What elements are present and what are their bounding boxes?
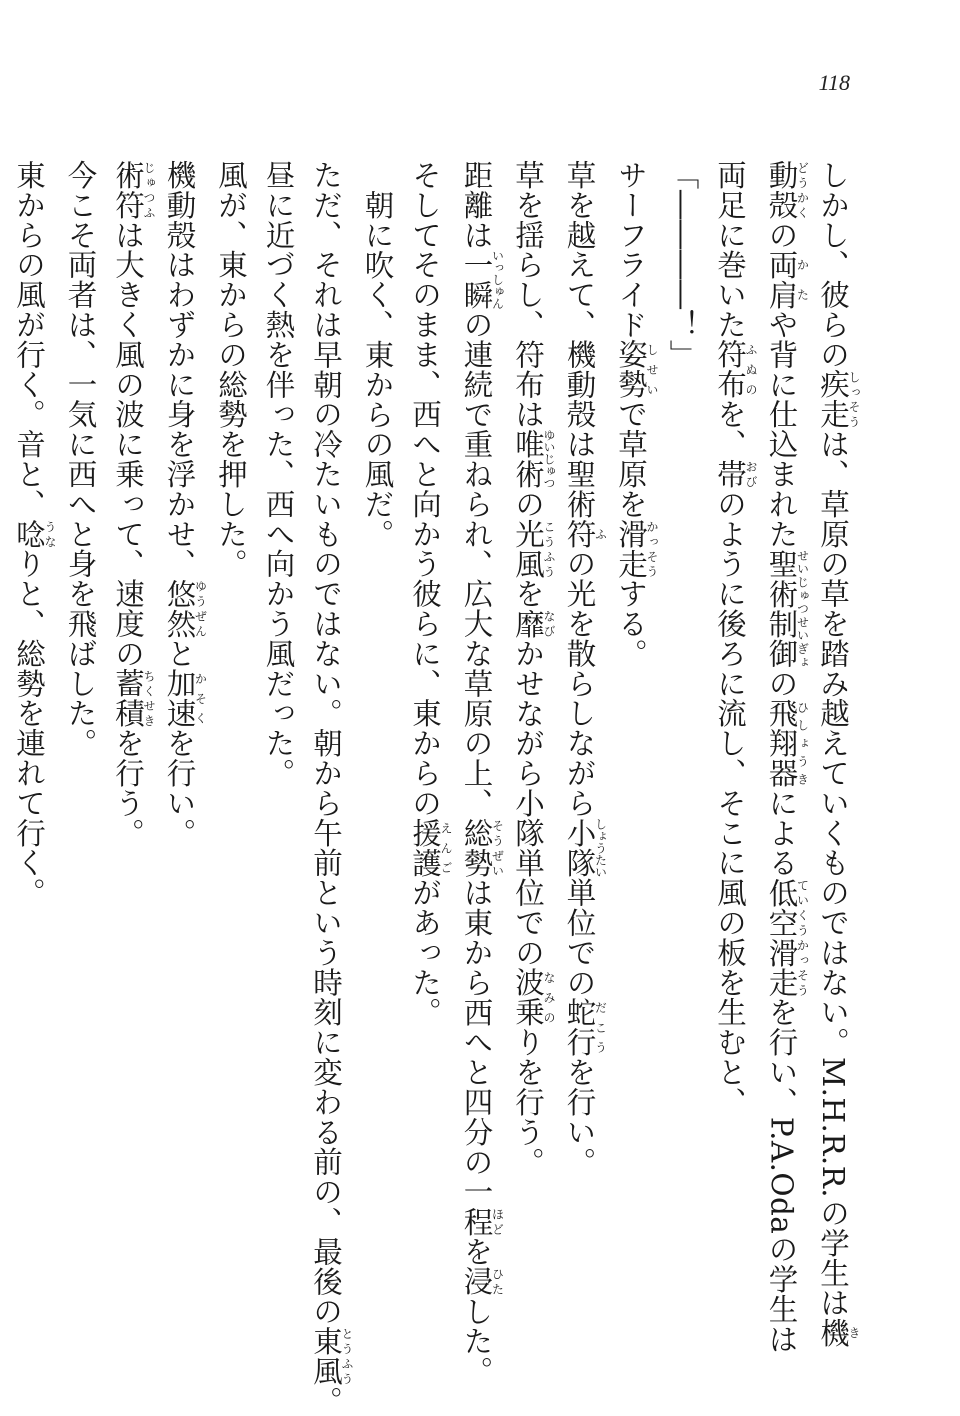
text-line-11: ただ、それは早朝の冷たいものではない。朝から午前という時刻に変わる前の、最後の東風とうふう。 [309, 160, 354, 1416]
text-line-13: 風が、東からの総勢を押した。 [214, 160, 248, 579]
text-line-7: 草を揺らし、符布は唯術ゆいじゅつの光風こうふうを靡なびかせながら小隊単位での波乗なみのりを行う。 [511, 160, 556, 1177]
text-line-16: 今こそ両者は、一気に西へと身を飛ばした。 [63, 160, 98, 758]
text-line-3: 両足に巻いた符布ふぬのを、帯おびのように後ろに流し、そこに風の板を生むと、 [713, 160, 758, 1117]
text-line-12: 昼に近づく熱を伴った、西へ向かう風だった。 [261, 160, 296, 788]
text-line-4: 「――――！」 [665, 160, 700, 370]
page-number: 118 [818, 70, 850, 95]
text-line-2: 動殻どうかくの両肩かたや背に仕込まれた聖術制御せいじゅつせいぎょの飛翔器ひしょうきによる低空滑走ていくうかっそうを行い、P.A.Odaの学生は [764, 160, 810, 1354]
text-line-14: 機動殻はわずかに身を浮かせ、悠然ゆうぜんと加速かそくを行い。 [162, 160, 208, 848]
text-line-15: 術符じゅつふは大きく風の波に乗って、速度の蓄積ちくせきを行う。 [111, 160, 156, 848]
text-line-10: 朝に吹く、東からの風だ。 [360, 189, 395, 549]
vertical-text-body [12, 160, 861, 1416]
text-line-6: 草を越えて、機動殻は聖術符ふの光を散らしながら小隊しょうたい単位での蛇行だこうを行い。 [562, 160, 608, 1177]
text-line-5: サーフライド姿勢しせいで草原を滑走かっそうする。 [614, 160, 659, 669]
text-line-17: 東からの風が行く。音と、唸うなりと、総勢を連れて行く。 [12, 160, 57, 908]
text-line-8: 距離は一瞬いっしゅんの連続で重ねられ、広大な草原の上、総勢そうぜいは東から西へと四分の一程ほどを浸ひたした。 [459, 160, 505, 1387]
text-line-1: しかし、彼らの疾走しっそうは、草原の草を踏み越えていくものではない。M.H.R.R.の学生は機き [816, 160, 861, 1348]
text-line-9: そしてそのまま、西へと向かう彼らに、東からの援護えんごがあった。 [408, 160, 453, 1028]
